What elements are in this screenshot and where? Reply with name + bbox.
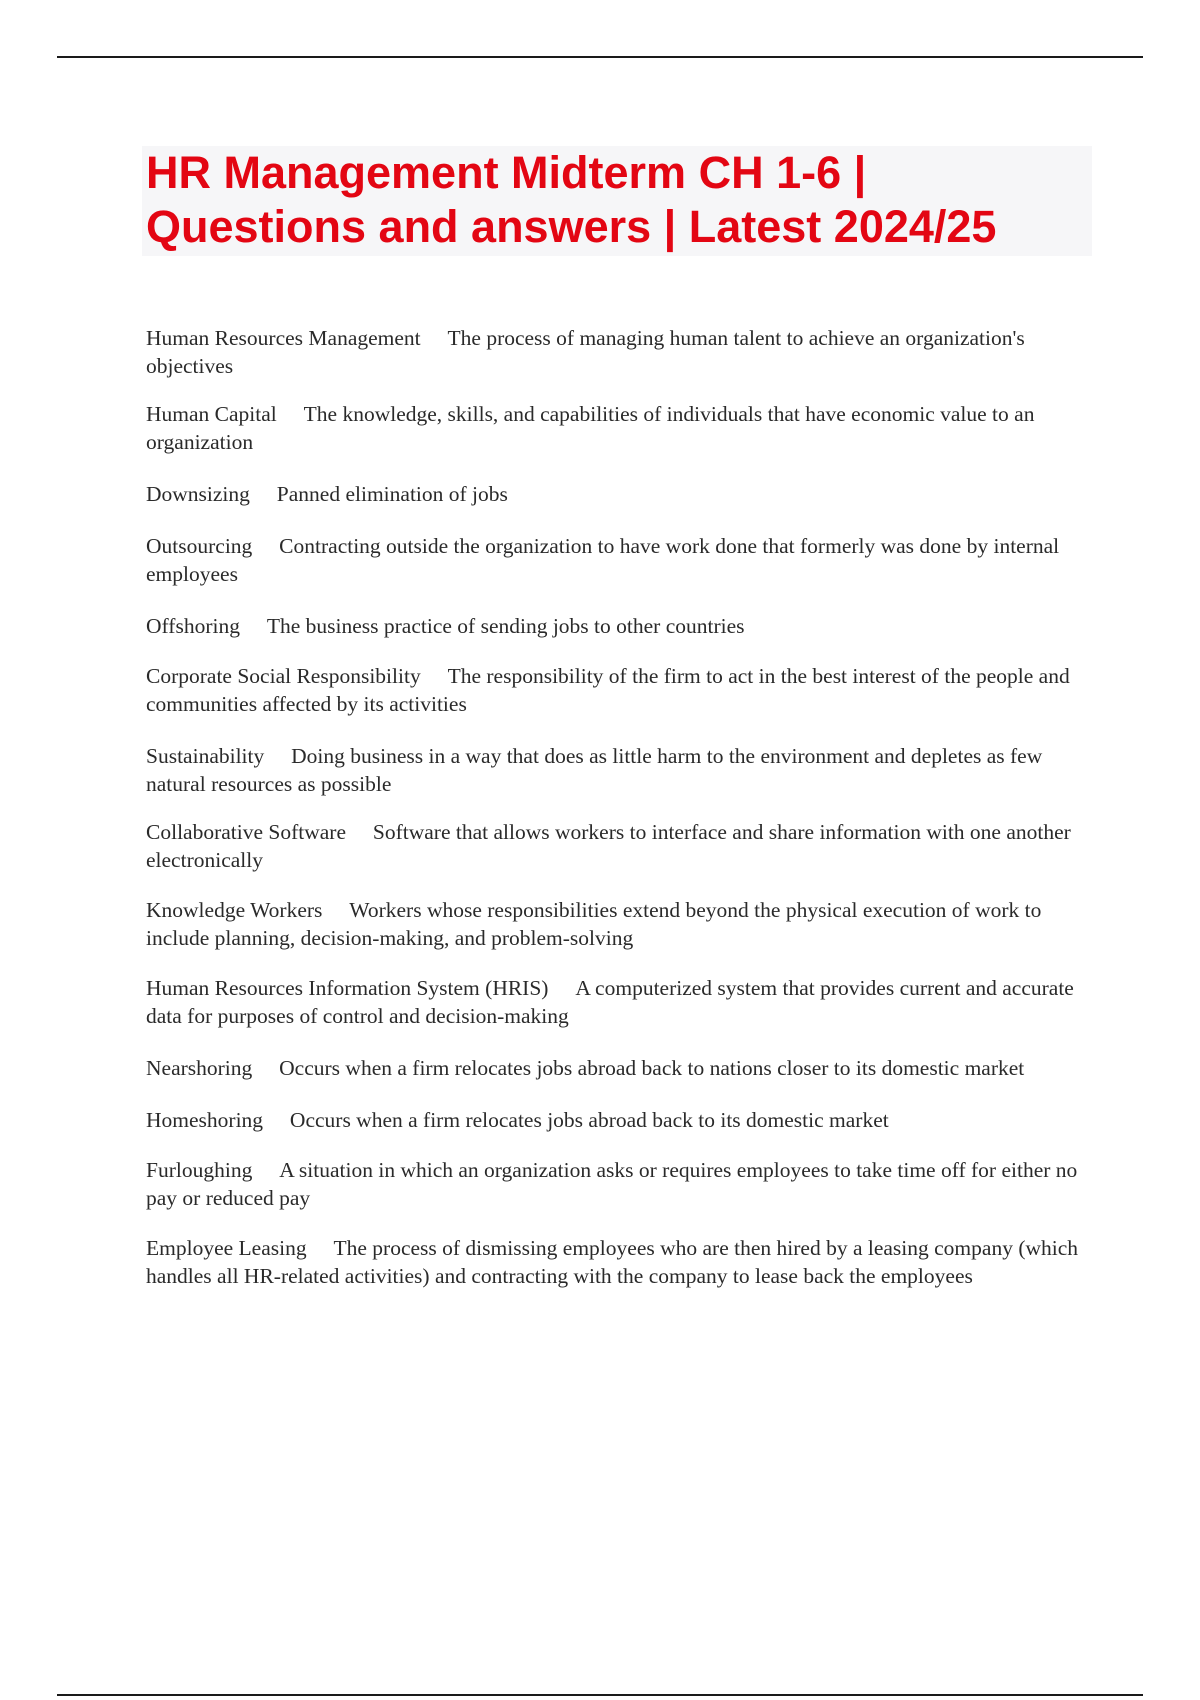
term-separator: [264, 744, 291, 768]
term-definition: The responsibility of the firm to act in the best interest of the people and communities affected by its activities: [146, 664, 1070, 716]
title-line-2: Questions and answers | Latest 2024/25: [146, 201, 997, 252]
list-item: [146, 612, 1096, 640]
term-separator: [252, 534, 279, 558]
list-item: [146, 896, 1096, 952]
term-separator: [240, 614, 267, 638]
document-title: [146, 146, 1106, 254]
list-item: [146, 324, 1096, 380]
list-item: [146, 818, 1096, 874]
term-separator: [421, 664, 448, 688]
list-item: [146, 480, 1096, 508]
term-definition: The business practice of sending jobs to other countries: [266, 614, 745, 638]
list-item: [146, 1054, 1096, 1082]
term-definition: Contracting outside the organization to have work done that formerly was done by internal employees: [146, 534, 1060, 586]
term-word: Outsourcing: [146, 534, 253, 558]
term-separator: [548, 976, 575, 1000]
term-definition: Doing business in a way that does as little harm to the environment and depletes as few natural resources as possible: [146, 744, 1043, 796]
term-definition: Occurs when a firm relocates jobs abroad back to its domestic market: [289, 1108, 889, 1132]
term-word: Knowledge Workers: [146, 898, 323, 922]
term-word: Offshoring: [146, 614, 240, 638]
term-definition: A situation in which an organization asks or requires employees to take time off for either no pay or reduced pay: [146, 1158, 1078, 1210]
term-word: Corporate Social Responsibility: [146, 664, 421, 688]
term-definition: The knowledge, skills, and capabilities of individuals that have economic value to an organization: [146, 402, 1035, 454]
term-word: Human Resources Information System (HRIS): [146, 976, 549, 1000]
term-separator: [250, 482, 277, 506]
term-word: Nearshoring: [146, 1056, 253, 1080]
term-word: Furloughing: [146, 1158, 253, 1182]
term-word: Employee Leasing: [146, 1236, 307, 1260]
term-definition: Software that allows workers to interface and share information with one another electronically: [146, 820, 1071, 872]
list-item: [146, 742, 1096, 798]
term-word: Collaborative Software: [146, 820, 347, 844]
list-item: [146, 1234, 1096, 1290]
term-definition: Occurs when a firm relocates jobs abroad back to nations closer to its domestic market: [279, 1056, 1025, 1080]
term-separator: [263, 1108, 290, 1132]
term-word: Human Capital: [146, 402, 277, 426]
term-definition: The process of dismissing employees who are then hired by a leasing company (which handles all HR-related activities) and contracting with the company to lease back the employees: [146, 1236, 1079, 1288]
bottom-rule: [57, 1694, 1143, 1696]
term-separator: [346, 820, 373, 844]
term-separator: [307, 1236, 334, 1260]
list-item: [146, 974, 1096, 1030]
term-word: Human Resources Management: [146, 326, 421, 350]
top-rule: [57, 56, 1143, 58]
list-item: [146, 400, 1096, 456]
term-list: [146, 302, 1096, 1290]
term-definition: The process of managing human talent to achieve an organization's objectives: [146, 326, 1025, 378]
term-word: Homeshoring: [146, 1108, 264, 1132]
term-word: Downsizing: [146, 482, 250, 506]
list-item: [146, 1156, 1096, 1212]
list-item: [146, 662, 1096, 718]
term-separator: [421, 326, 448, 350]
term-definition: A computerized system that provides current and accurate data for purposes of control and decision-making: [146, 976, 1074, 1028]
list-item: [146, 1106, 1096, 1134]
term-definition: Workers whose responsibilities extend beyond the physical execution of work to include planning, decision-making, and problem-solving: [146, 898, 1042, 950]
term-separator: [252, 1056, 279, 1080]
term-definition: Panned elimination of jobs: [276, 482, 508, 506]
term-word: Sustainability: [146, 744, 265, 768]
term-separator: [252, 1158, 279, 1182]
term-separator: [277, 402, 304, 426]
list-item: [146, 532, 1096, 588]
term-separator: [322, 898, 349, 922]
title-line-1: HR Management Midterm CH 1-6 |: [146, 147, 867, 198]
